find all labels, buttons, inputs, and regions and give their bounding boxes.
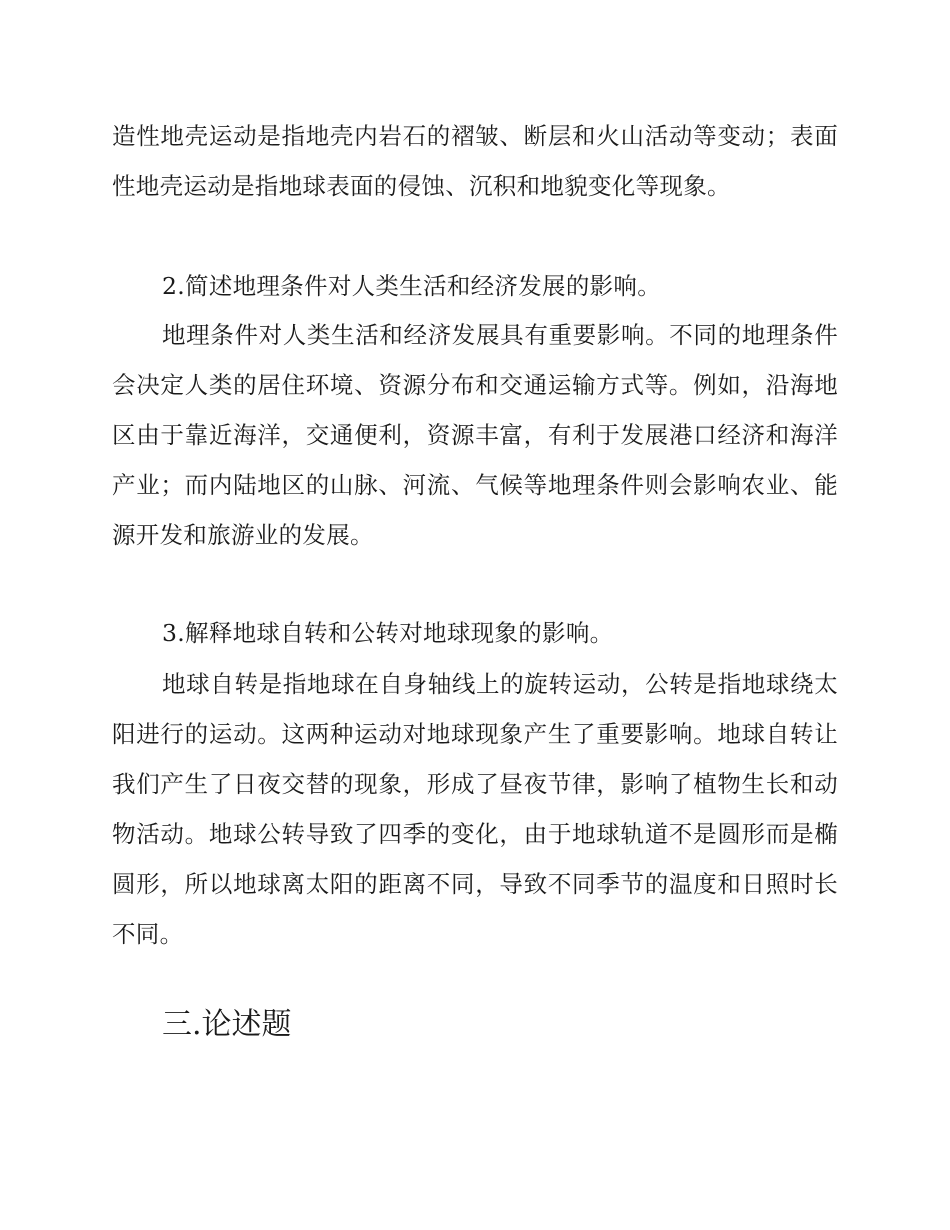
question-2-answer: 地理条件对人类生活和经济发展具有重要影响。不同的地理条件会决定人类的居住环境、资源分布和交通运输方式等。例如，沿海地区由于靠近海洋，交通便利，资源丰富，有利于发展港口经济和海洋产业；而内陆地区的山脉、河流、气候等地理条件则会影响农业、能源开发和旅游业的发展。: [112, 321, 838, 549]
question-3-answer: 地球自转是指地球在自身轴线上的旋转运动，公转是指地球绕太阳进行的运动。这两种运动对地球现象产生了重要影响。地球自转让我们产生了日夜交替的现象，形成了昼夜节律，影响了植物生长和动物活动。地球公转导致了四季的变化，由于地球轨道不是圆形而是椭圆形，所以地球离太阳的距离不同，导致不同季节的温度和日照时长不同。: [112, 670, 838, 948]
question-3-title: 3.解释地球自转和公转对地球现象的影响。: [162, 619, 614, 647]
question-2-title: 2.简述地理条件对人类生活和经济发展的影响。: [162, 272, 662, 300]
section-heading-essay: 三.论述题: [162, 1007, 292, 1042]
continuation-paragraph: 造性地壳运动是指地壳内岩石的褶皱、断层和火山活动等变动；表面性地壳运动是指地球表面的侵蚀、沉积和地貌变化等现象。: [112, 122, 838, 200]
